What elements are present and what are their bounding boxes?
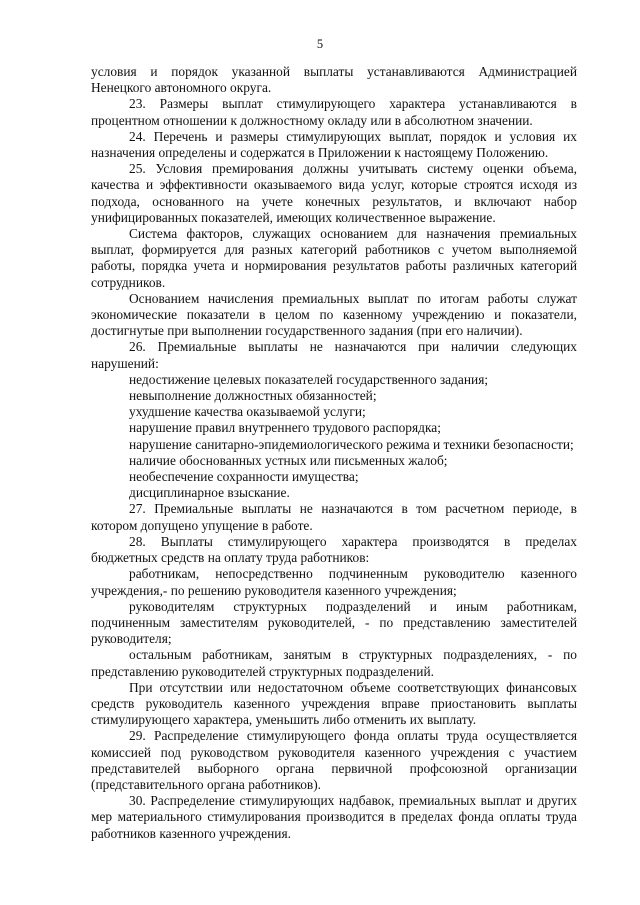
paragraph: 29. Распределение стимулирующего фонда оплаты труда осуществляется комиссией под руководством руководителя казенного учреждения с участием представителей выборного органа первичной профсоюзной организации (представительного органа работников). [91,728,577,792]
paragraph: 28. Выплаты стимулирующего характера производятся в пределах бюджетных средств на оплату труда работников: [91,533,577,566]
paragraph: Система факторов, служащих основанием для назначения премиальных выплат, формируется для разных категорий работников с учетом выполняемой работы, порядка учета и нормирования результатов работы различных категорий сотрудников. [91,226,577,290]
paragraph: 30. Распределение стимулирующих надбавок, премиальных выплат и других мер материального стимулирования производится в пределах фонда оплаты труда работников казенного учреждения. [91,793,577,841]
list-item: ухудшение качества оказываемой услуги; [129,404,366,420]
paragraph: работникам, непосредственно подчиненным руководителю казенного учреждения,- по решению руководителя казенного учреждения; [91,566,577,598]
document-body [91,64,577,842]
list-item: нарушение правил внутреннего трудового распорядка; [129,420,441,436]
list-item: необеспечение сохранности имущества; [129,469,359,485]
page-number: 5 [316,37,324,51]
paragraph: 23. Размеры выплат стимулирующего характера устанавливаются в процентном отношении к должностному окладу или в абсолютном значении. [91,96,577,128]
paragraph: руководителям структурных подразделений и иным работникам, подчиненным заместителям руководителей, - по представлению заместителей руководителя; [91,598,577,647]
paragraph: 25. Условия премирования должны учитывать систему оценки объема, качества и эффективности оказываемого вида услуг, которые строятся исходя из подхода, основанного на учете конечных результатов, и включают набор унифицированных показателей, имеющих количественное выражение. [91,161,577,225]
list-item: дисциплинарное взыскание. [129,485,290,501]
paragraph: 24. Перечень и размеры стимулирующих выплат, порядок и условия их назначения определены и содержатся в Приложении к настоящему Положению. [91,128,577,161]
list-item: недостижение целевых показателей государственного задания; [129,371,489,387]
paragraph: 27. Премиальные выплаты не назначаются в том расчетном периоде, в котором допущено упущение в работе. [91,501,577,533]
list-item: невыполнение должностных обязанностей; [129,388,377,404]
paragraph: остальным работникам, занятым в структурных подразделениях, - по представлению руководителей структурных подразделений. [91,647,577,679]
paragraph: При отсутствии или недостаточном объеме соответствующих финансовых средств руководитель казенного учреждения вправе приостановить выплаты стимулирующего характера, уменьшить либо отменить их выплату. [91,679,577,728]
paragraph: условия и порядок указанной выплаты устанавливаются Администрацией Ненецкого автономного округа. [91,64,577,96]
paragraph: Основанием начисления премиальных выплат по итогам работы служат экономические показатели в целом по казенному учреждению и показатели, достигнутые при выполнении государственного задания (при его наличии). [91,290,577,339]
paragraph: 26. Премиальные выплаты не назначаются при наличии следующих нарушений: [91,339,577,371]
list-item: наличие обоснованных устных или письменных жалоб; [129,452,448,468]
list-item: нарушение санитарно-эпидемиологического режима и техники безопасности; [129,436,574,452]
